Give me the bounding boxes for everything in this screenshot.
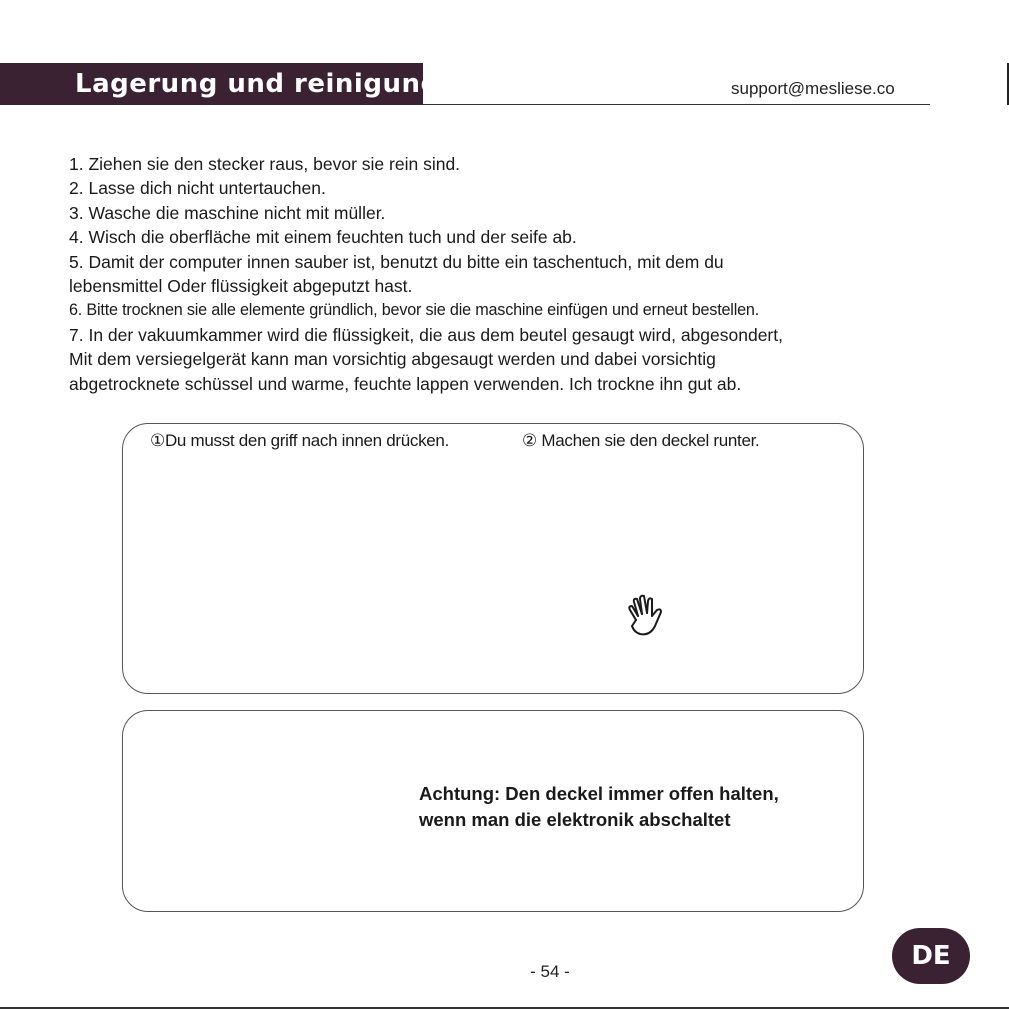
instruction-line: lebensmittel Oder flüssigkeit abgeputzt hast.	[69, 276, 413, 297]
hand-press-icon	[622, 594, 668, 640]
instruction-line: abgetrocknete schüssel und warme, feuchte lappen verwenden. Ich trockne ihn gut ab.	[69, 373, 742, 394]
warning-line-2: wenn man die elektronik abschaltet	[419, 809, 731, 830]
support-email: support@mesliese.co	[731, 79, 895, 98]
page-title: Lagerung und reinigung	[75, 69, 440, 99]
instruction-line: 4. Wisch die oberfläche mit einem feuchten tuch und der seife ab.	[69, 227, 577, 248]
instruction-line: 2. Lasse dich nicht untertauchen.	[69, 178, 326, 199]
step-2-caption: ② Machen sie den deckel runter.	[522, 431, 760, 450]
instruction-line: 7. In der vakuumkammer wird die flüssigkeit, die aus dem beutel gesaugt wird, abgesondert,	[69, 324, 783, 345]
instruction-line: 1. Ziehen sie den stecker raus, bevor sie rein sind.	[69, 154, 461, 174]
page-number: - 54 -	[530, 962, 570, 981]
header-divider	[423, 104, 930, 105]
instruction-line: 5. Damit der computer innen sauber ist, benutzt du bitte ein taschentuch, mit dem du	[69, 251, 724, 272]
instruction-line: 3. Wasche die maschine nicht mit müller.	[69, 202, 386, 223]
figure-box	[122, 423, 864, 694]
instruction-list	[69, 152, 989, 396]
step-1-caption: ①Du musst den griff nach innen drücken.	[150, 431, 450, 450]
language-badge: DE	[892, 928, 970, 984]
instruction-line: 6. Bitte trocknen sie alle elemente gründlich, bevor sie die maschine einfügen und erneut bestellen.	[69, 301, 759, 320]
warning-text	[419, 781, 779, 833]
warning-line-1: Achtung: Den deckel immer offen halten,	[419, 783, 779, 804]
instruction-line: Mit dem versiegelgerät kann man vorsichtig abgesaugt werden und dabei vorsichtig	[69, 349, 716, 370]
